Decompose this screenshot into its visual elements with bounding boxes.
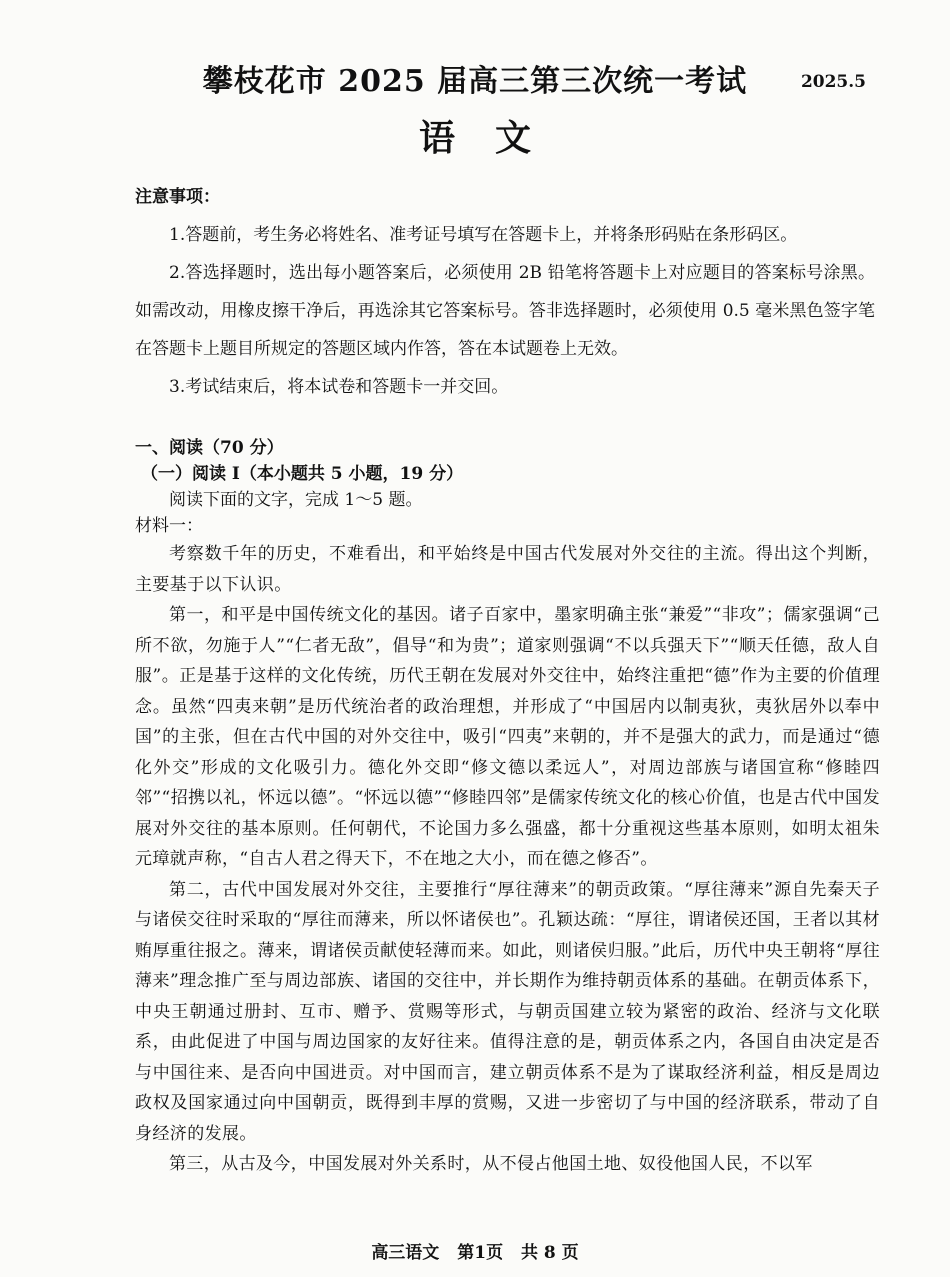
section-subheading: （一）阅读 I（本小题共 5 小题，19 分） xyxy=(141,464,464,484)
page-footer xyxy=(0,1238,950,1263)
notice-item: 1.答题前，考生务必将姓名、准考证号填写在答题卡上，并将条形码贴在条形码区。 xyxy=(169,225,798,245)
material-text xyxy=(135,539,880,1180)
notice-item: 2.答选择题时，选出每小题答案后，必须使用 2B 铅笔将答题卡上对应题目的答案标号涂黑。如需改动，用橡皮擦干净后，再选涂其它答案标号。答非选择题时，必须使用 0.5 毫米黑色签字笔在答题卡上题目所规定的答题区域内作答，答在本试题卷上无效。 xyxy=(135,263,875,359)
material-label: 材料一： xyxy=(135,516,203,536)
exam-date: 2025.5 xyxy=(800,72,866,92)
notice-block xyxy=(135,178,875,406)
reading-section xyxy=(135,435,880,1180)
exam-title: 攀枝花市 2025 届高三第三次统一考试 xyxy=(202,64,748,99)
section-instruction: 阅读下面的文字，完成 1～5 题。 xyxy=(169,490,423,510)
paragraph: 第三，从古及今，中国发展对外关系时，从不侵占他国土地、奴役他国人民，不以军 xyxy=(169,1154,813,1174)
subject-title: 语文 xyxy=(418,117,571,159)
paragraph: 第一，和平是中国传统文化的基因。诸子百家中，墨家明确主张“兼爱”“非攻”；儒家强调“己所不欲，勿施于人”“仁者无敌”，倡导“和为贵”；道家则强调“不以兵强天下”“顺天任德，敌人自服”。正是基于这样的文化传统，历代王朝在发展对外交往中，始终注重把“德”作为主要的价值理念。虽然“四夷来朝”是历代统治者的政治理想，并形成了“中国居内以制夷狄，夷狄居外以奉中国”的主张，但在古代中国的对外交往中，吸引“四夷”来朝的，并不是强大的武力，而是通过“德化外交”形成的文化吸引力。德化外交即“修文德以柔远人”，对周边部族与诸国宣称“修睦四邻”“招携以礼，怀远以德”。“怀远以德”“修睦四邻”是儒家传统文化的核心价值，也是古代中国发展对外交往的基本原则。任何朝代，不论国力多么强盛，都十分重视这些基本原则，如明太祖朱元璋就声称，“自古人君之得天下，不在地之大小，而在德之修否”。 xyxy=(135,605,880,869)
notice-item: 3.考试结束后，将本试卷和答题卡一并交回。 xyxy=(169,377,509,397)
footer-page: 第1页 xyxy=(457,1243,504,1263)
paragraph: 第二，古代中国发展对外交往，主要推行“厚往薄来”的朝贡政策。“厚往薄来”源自先秦天子与诸侯交往时采取的“厚往而薄来，所以怀诸侯也”。孔颖达疏：“厚往，谓诸侯还国，王者以其材贿厚重往报之。薄来，谓诸侯贡献使轻薄而来。如此，则诸侯归服。”此后，历代中央王朝将“厚往薄来”理念推广至与周边部族、诸国的交往中，并长期作为维持朝贡体系的基础。在朝贡体系下，中央王朝通过册封、互市、赠予、赏赐等形式，与朝贡国建立较为紧密的政治、经济与文化联系，由此促进了中国与周边国家的友好往来。值得注意的是，朝贡体系之内，各国自由决定是否与中国往来、是否向中国进贡。对中国而言，建立朝贡体系不是为了谋取经济利益，相反是周边政权及国家通过向中国朝贡，既得到丰厚的赏赐，又进一步密切了与中国的经济联系，带动了自身经济的发展。 xyxy=(135,879,880,1144)
notice-heading: 注意事项： xyxy=(135,187,220,207)
paragraph: 考察数千年的历史，不难看出，和平始终是中国古代发展对外交往的主流。得出这个判断，主要基于以下认识。 xyxy=(135,544,880,595)
footer-total: 共 8 页 xyxy=(521,1243,579,1263)
footer-subject: 高三语文 xyxy=(371,1243,440,1263)
section-heading: 一、阅读（70 分） xyxy=(135,438,284,458)
